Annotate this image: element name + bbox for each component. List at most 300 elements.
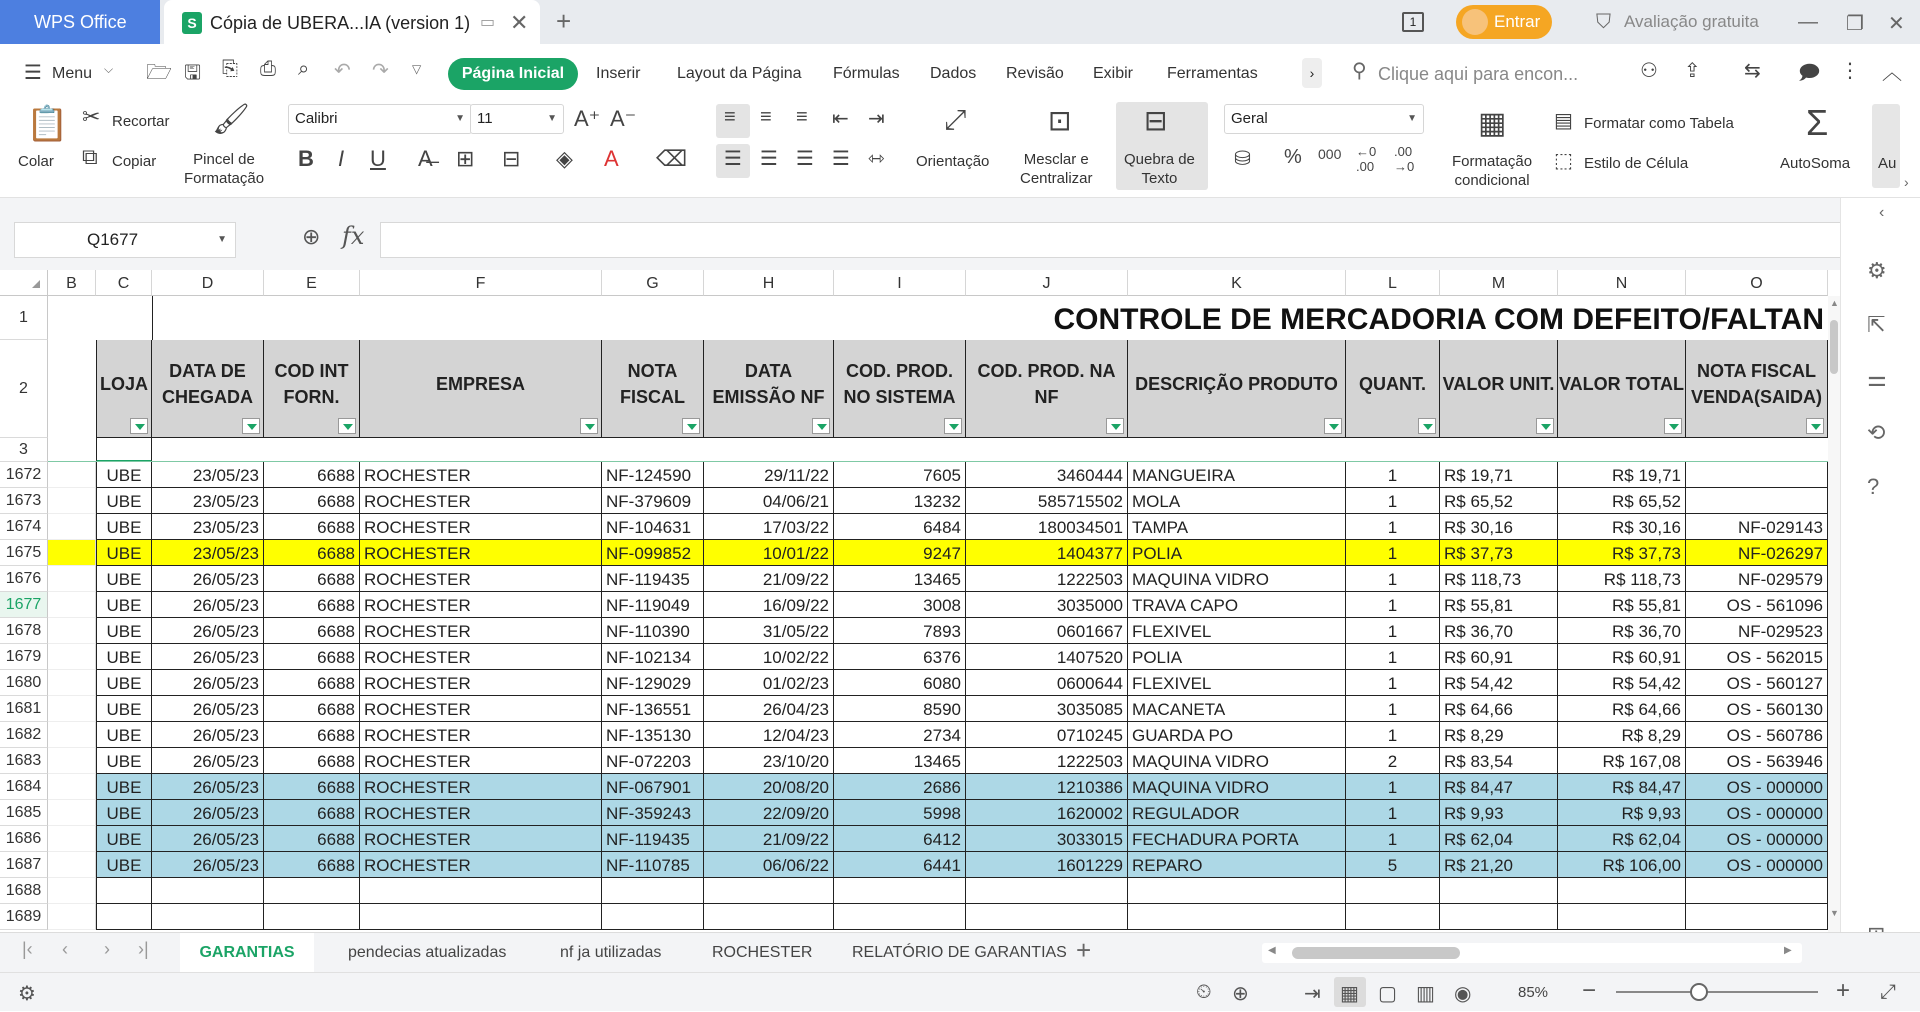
- zoom-slider[interactable]: [1616, 991, 1818, 993]
- row-header[interactable]: 1686: [0, 826, 48, 852]
- table-cell[interactable]: 6688: [264, 852, 360, 878]
- table-cell[interactable]: ROCHESTER: [360, 800, 602, 826]
- history-icon[interactable]: ⟲: [1867, 420, 1886, 445]
- align-middle-icon[interactable]: ≡: [760, 106, 772, 128]
- formula-input[interactable]: [380, 222, 1852, 258]
- row-header[interactable]: 3: [0, 438, 48, 462]
- search-input[interactable]: Clique aqui para encon...: [1378, 64, 1579, 84]
- table-cell[interactable]: [48, 540, 96, 566]
- table-cell[interactable]: 0710245: [966, 722, 1128, 748]
- table-cell[interactable]: 23/10/20: [704, 748, 834, 774]
- row-header[interactable]: 1687: [0, 852, 48, 878]
- help-icon[interactable]: ?: [1867, 474, 1880, 499]
- autosum-icon[interactable]: Σ: [1806, 102, 1829, 143]
- table-cell[interactable]: 6441: [834, 852, 966, 878]
- table-cell[interactable]: ROCHESTER: [360, 644, 602, 670]
- table-cell[interactable]: MOLA: [1128, 488, 1346, 514]
- table-cell[interactable]: 6376: [834, 644, 966, 670]
- table-cell[interactable]: 26/05/23: [152, 774, 264, 800]
- table-cell[interactable]: MANGUEIRA: [1128, 462, 1346, 488]
- horizontal-scrollbar[interactable]: [1262, 943, 1802, 963]
- table-cell[interactable]: NF-072203: [602, 748, 704, 774]
- table-cell[interactable]: 1: [1346, 644, 1440, 670]
- table-cell[interactable]: NF-136551: [602, 696, 704, 722]
- table-cell[interactable]: UBE: [96, 800, 152, 826]
- first-sheet-icon[interactable]: |‹: [22, 939, 33, 959]
- table-cell[interactable]: 6688: [264, 826, 360, 852]
- tab-inserir[interactable]: Inserir: [596, 65, 641, 82]
- table-cell[interactable]: MAQUINA VIDRO: [1128, 566, 1346, 592]
- table-cell[interactable]: POLIA: [1128, 540, 1346, 566]
- table-cell[interactable]: 3033015: [966, 826, 1128, 852]
- table-cell[interactable]: R$ 118,73: [1440, 566, 1558, 592]
- table-cell[interactable]: 1222503: [966, 566, 1128, 592]
- table-cell[interactable]: 1: [1346, 488, 1440, 514]
- table-cell[interactable]: [48, 618, 96, 644]
- table-cell[interactable]: [48, 722, 96, 748]
- tab-ferramentas[interactable]: Ferramentas: [1167, 65, 1258, 82]
- table-cell[interactable]: [1558, 878, 1686, 904]
- table-cell[interactable]: R$ 37,73: [1440, 540, 1558, 566]
- table-cell[interactable]: [1686, 462, 1828, 488]
- filter-dropdown-icon[interactable]: [1536, 418, 1554, 434]
- table-cell[interactable]: ROCHESTER: [360, 696, 602, 722]
- table-cell[interactable]: 1: [1346, 566, 1440, 592]
- table-cell[interactable]: NF-119435: [602, 826, 704, 852]
- table-cell[interactable]: 6688: [264, 800, 360, 826]
- zoom-slider-handle[interactable]: [1690, 983, 1708, 1001]
- table-cell[interactable]: OS - 000000: [1686, 852, 1828, 878]
- sync-icon[interactable]: ⇆: [1744, 60, 1761, 82]
- close-tab-icon[interactable]: ✕: [510, 10, 529, 35]
- table-cell[interactable]: 0600644: [966, 670, 1128, 696]
- table-cell[interactable]: R$ 55,81: [1440, 592, 1558, 618]
- table-cell[interactable]: FLEXIVEL: [1128, 670, 1346, 696]
- decrease-font-icon[interactable]: A⁻: [610, 106, 637, 131]
- filter-dropdown-icon[interactable]: [1418, 418, 1436, 434]
- table-cell[interactable]: 1: [1346, 592, 1440, 618]
- table-cell[interactable]: R$ 30,16: [1440, 514, 1558, 540]
- table-cell[interactable]: NF-029143: [1686, 514, 1828, 540]
- table-cell[interactable]: NF-110390: [602, 618, 704, 644]
- table-cell[interactable]: [48, 826, 96, 852]
- table-cell[interactable]: 6484: [834, 514, 966, 540]
- table-cell[interactable]: ROCHESTER: [360, 852, 602, 878]
- next-sheet-icon[interactable]: ›: [104, 939, 110, 959]
- table-cell[interactable]: ROCHESTER: [360, 566, 602, 592]
- cell-style-button[interactable]: Estilo de Célula: [1584, 155, 1689, 172]
- conditional-format-icon[interactable]: ▦: [1478, 107, 1507, 140]
- restore-icon[interactable]: ❐: [1846, 13, 1864, 35]
- copy-icon[interactable]: ⧉: [82, 144, 98, 169]
- table-cell[interactable]: 6412: [834, 826, 966, 852]
- table-cell[interactable]: POLIA: [1128, 644, 1346, 670]
- table-cell[interactable]: FECHADURA PORTA: [1128, 826, 1346, 852]
- column-header[interactable]: O: [1686, 270, 1828, 296]
- table-cell[interactable]: 01/02/23: [704, 670, 834, 696]
- table-cell[interactable]: OS - 560786: [1686, 722, 1828, 748]
- sheet-tab-relatorio[interactable]: RELATÓRIO DE GARANTIAS: [852, 944, 1067, 961]
- table-cell[interactable]: 26/05/23: [152, 696, 264, 722]
- table-cell[interactable]: ROCHESTER: [360, 774, 602, 800]
- table-cell[interactable]: UBE: [96, 566, 152, 592]
- table-cell[interactable]: 26/05/23: [152, 800, 264, 826]
- table-cell[interactable]: 6688: [264, 696, 360, 722]
- table-cell[interactable]: OS - 563946: [1686, 748, 1828, 774]
- table-cell[interactable]: 1620002: [966, 800, 1128, 826]
- merge-button[interactable]: Mesclar e Centralizar: [1020, 151, 1093, 187]
- table-cell[interactable]: UBE: [96, 852, 152, 878]
- table-cell[interactable]: [602, 878, 704, 904]
- table-cell[interactable]: 1: [1346, 696, 1440, 722]
- cut-button[interactable]: Recortar: [112, 113, 170, 130]
- table-cell[interactable]: 5998: [834, 800, 966, 826]
- name-box[interactable]: [14, 222, 236, 258]
- row-header[interactable]: 1674: [0, 514, 48, 540]
- table-cell[interactable]: [48, 566, 96, 592]
- table-cell[interactable]: 23/05/23: [152, 514, 264, 540]
- print-icon[interactable]: ⎙: [260, 58, 276, 80]
- table-cell[interactable]: 6688: [264, 462, 360, 488]
- scroll-right-icon[interactable]: ▶: [1784, 945, 1792, 956]
- page-break-icon[interactable]: ▥: [1416, 983, 1435, 1005]
- table-cell[interactable]: 21/09/22: [704, 566, 834, 592]
- table-cell[interactable]: 6688: [264, 774, 360, 800]
- table-cell[interactable]: 13465: [834, 566, 966, 592]
- table-cell[interactable]: 6688: [264, 514, 360, 540]
- table-cell[interactable]: 5: [1346, 852, 1440, 878]
- table-cell[interactable]: ROCHESTER: [360, 488, 602, 514]
- open-folder-icon[interactable]: 🗁: [146, 61, 173, 84]
- table-cell[interactable]: NF-119435: [602, 566, 704, 592]
- filter-dropdown-icon[interactable]: [1664, 418, 1682, 434]
- zoom-formula-icon[interactable]: ⊕: [302, 224, 321, 249]
- align-right-icon[interactable]: ☰: [796, 148, 814, 170]
- table-cell[interactable]: 6688: [264, 540, 360, 566]
- table-cell[interactable]: MAQUINA VIDRO: [1128, 748, 1346, 774]
- currency-icon[interactable]: ⛁: [1234, 148, 1251, 170]
- table-cell[interactable]: NF-099852: [602, 540, 704, 566]
- table-cell[interactable]: 1: [1346, 618, 1440, 644]
- table-cell[interactable]: [1440, 904, 1558, 930]
- table-cell[interactable]: R$ 64,66: [1440, 696, 1558, 722]
- font-size-select[interactable]: [470, 104, 564, 134]
- table-cell[interactable]: OS - 000000: [1686, 774, 1828, 800]
- column-header[interactable]: B: [48, 270, 96, 296]
- column-header[interactable]: J: [966, 270, 1128, 296]
- table-cell[interactable]: [1686, 878, 1828, 904]
- table-cell[interactable]: R$ 36,70: [1558, 618, 1686, 644]
- quick-access-dropdown-icon[interactable]: ▽: [412, 62, 422, 76]
- scissors-icon[interactable]: ✂: [82, 104, 101, 129]
- table-cell[interactable]: 22/09/20: [704, 800, 834, 826]
- table-cell[interactable]: NF-119049: [602, 592, 704, 618]
- table-cell[interactable]: R$ 60,91: [1440, 644, 1558, 670]
- borders-icon[interactable]: ⊞: [456, 146, 475, 171]
- filter-dropdown-icon[interactable]: [130, 418, 148, 434]
- eye-protection-icon[interactable]: ◉: [1454, 983, 1472, 1005]
- table-cell[interactable]: [834, 878, 966, 904]
- scroll-up-icon[interactable]: ▲: [1830, 298, 1839, 308]
- column-header[interactable]: C: [96, 270, 152, 296]
- table-cell[interactable]: 26/05/23: [152, 826, 264, 852]
- increase-indent-icon[interactable]: ⇥: [868, 108, 885, 130]
- table-cell[interactable]: NF-102134: [602, 644, 704, 670]
- close-window-icon[interactable]: ✕: [1888, 13, 1905, 35]
- row-header[interactable]: 2: [0, 340, 48, 438]
- table-cell[interactable]: 6688: [264, 488, 360, 514]
- tab-pagina-inicial[interactable]: Página Inicial: [448, 58, 578, 90]
- table-cell[interactable]: 1404377: [966, 540, 1128, 566]
- filter-dropdown-icon[interactable]: [338, 418, 356, 434]
- scroll-ribbon-right-icon[interactable]: ›: [1904, 174, 1909, 190]
- filter-dropdown-icon[interactable]: [682, 418, 700, 434]
- border-style-icon[interactable]: ⊟: [502, 146, 521, 171]
- properties-icon[interactable]: ⚙: [1867, 258, 1887, 283]
- table-cell[interactable]: R$ 9,93: [1440, 800, 1558, 826]
- table-cell[interactable]: 26/05/23: [152, 670, 264, 696]
- table-cell[interactable]: 8590: [834, 696, 966, 722]
- table-cell[interactable]: R$ 62,04: [1440, 826, 1558, 852]
- font-color-icon[interactable]: A: [604, 146, 619, 171]
- table-cell[interactable]: R$ 65,52: [1558, 488, 1686, 514]
- decrease-indent-icon[interactable]: ⇤: [832, 108, 849, 130]
- conditional-format-button[interactable]: Formatação condicional: [1452, 153, 1533, 189]
- distributed-icon[interactable]: ⇿: [868, 148, 885, 170]
- table-cell[interactable]: 12/04/23: [704, 722, 834, 748]
- table-cell[interactable]: [1346, 904, 1440, 930]
- table-cell[interactable]: [1128, 904, 1346, 930]
- row-header[interactable]: 1679: [0, 644, 48, 670]
- table-cell[interactable]: ROCHESTER: [360, 722, 602, 748]
- table-cell[interactable]: [966, 904, 1128, 930]
- row-header[interactable]: 1689: [0, 904, 48, 930]
- row-header[interactable]: 1685: [0, 800, 48, 826]
- row-header[interactable]: 1676: [0, 566, 48, 592]
- column-header[interactable]: K: [1128, 270, 1346, 296]
- filter-dropdown-icon[interactable]: [580, 418, 598, 434]
- row-header[interactable]: 1682: [0, 722, 48, 748]
- tab-dados[interactable]: Dados: [930, 65, 977, 82]
- table-cell[interactable]: 26/05/23: [152, 618, 264, 644]
- row-header[interactable]: 1684: [0, 774, 48, 800]
- table-cell[interactable]: OS - 562015: [1686, 644, 1828, 670]
- table-cell[interactable]: UBE: [96, 592, 152, 618]
- copy-button[interactable]: Copiar: [112, 153, 157, 170]
- horizontal-scroll-thumb[interactable]: [1292, 947, 1460, 959]
- column-header[interactable]: I: [834, 270, 966, 296]
- table-cell[interactable]: R$ 19,71: [1440, 462, 1558, 488]
- filter-dropdown-icon[interactable]: [242, 418, 260, 434]
- table-cell[interactable]: R$ 54,42: [1440, 670, 1558, 696]
- table-cell[interactable]: UBE: [96, 748, 152, 774]
- bold-icon[interactable]: B: [298, 146, 314, 171]
- table-cell[interactable]: TAMPA: [1128, 514, 1346, 540]
- table-cell[interactable]: [1686, 488, 1828, 514]
- format-painter-button[interactable]: Pincel de Formatação: [184, 151, 265, 187]
- table-cell[interactable]: 1: [1346, 722, 1440, 748]
- row-header[interactable]: 1673: [0, 488, 48, 514]
- table-cell[interactable]: REPARO: [1128, 852, 1346, 878]
- ribbon-overflow[interactable]: [1872, 104, 1900, 188]
- table-cell[interactable]: UBE: [96, 696, 152, 722]
- page-layout-icon[interactable]: ▢: [1378, 983, 1397, 1005]
- sheet-tab-rochester[interactable]: ROCHESTER: [712, 944, 813, 961]
- table-cell[interactable]: OS - 561096: [1686, 592, 1828, 618]
- justify-icon[interactable]: ☰: [832, 148, 850, 170]
- table-cell[interactable]: [48, 670, 96, 696]
- zoom-in-icon[interactable]: +: [1836, 977, 1851, 1004]
- table-cell[interactable]: ROCHESTER: [360, 618, 602, 644]
- table-cell[interactable]: [834, 904, 966, 930]
- align-top-icon[interactable]: ≡: [724, 106, 736, 128]
- table-cell[interactable]: OS - 560127: [1686, 670, 1828, 696]
- table-cell[interactable]: [48, 852, 96, 878]
- table-cell[interactable]: R$ 36,70: [1440, 618, 1558, 644]
- fill-color-icon[interactable]: ◈: [556, 146, 573, 171]
- table-cell[interactable]: [96, 878, 152, 904]
- macro-icon[interactable]: ⚙: [18, 983, 36, 1005]
- table-cell[interactable]: 26/05/23: [152, 566, 264, 592]
- table-cell[interactable]: UBE: [96, 618, 152, 644]
- more-icon[interactable]: ⋮: [1840, 60, 1860, 82]
- table-cell[interactable]: UBE: [96, 644, 152, 670]
- format-painter-icon[interactable]: 🖌: [212, 103, 251, 136]
- font-family-select[interactable]: [288, 104, 472, 134]
- table-cell[interactable]: 6688: [264, 670, 360, 696]
- column-header[interactable]: M: [1440, 270, 1558, 296]
- collapse-ribbon-icon[interactable]: ︿: [1882, 62, 1902, 84]
- table-cell[interactable]: 26/05/23: [152, 748, 264, 774]
- table-cell[interactable]: [360, 904, 602, 930]
- table-cell[interactable]: 10/01/22: [704, 540, 834, 566]
- wps-office-tab[interactable]: WPS Office: [0, 0, 160, 44]
- table-cell[interactable]: R$ 37,73: [1558, 540, 1686, 566]
- tab-layout[interactable]: Layout da Página: [677, 65, 802, 82]
- fullscreen-icon[interactable]: ⤢: [1880, 981, 1896, 1003]
- menu-button[interactable]: Menu: [52, 65, 93, 82]
- last-sheet-icon[interactable]: ›|: [138, 939, 149, 959]
- table-cell[interactable]: [360, 878, 602, 904]
- table-cell[interactable]: NF-067901: [602, 774, 704, 800]
- align-left-icon[interactable]: ☰: [724, 148, 742, 170]
- table-cell[interactable]: 2: [1346, 748, 1440, 774]
- table-cell[interactable]: UBE: [96, 488, 152, 514]
- table-cell[interactable]: 1: [1346, 826, 1440, 852]
- table-cell[interactable]: TRAVA CAPO: [1128, 592, 1346, 618]
- cell-style-icon[interactable]: ⬚: [1554, 150, 1573, 172]
- zoom-level[interactable]: 85%: [1518, 984, 1549, 1001]
- table-cell[interactable]: R$ 106,00: [1558, 852, 1686, 878]
- table-cell[interactable]: [704, 904, 834, 930]
- table-cell[interactable]: [264, 878, 360, 904]
- orientation-icon[interactable]: ⤢: [944, 104, 967, 135]
- table-cell[interactable]: 1: [1346, 514, 1440, 540]
- function-icon[interactable]: fx: [342, 222, 365, 250]
- row-header[interactable]: 1675: [0, 540, 48, 566]
- table-cell[interactable]: NF-359243: [602, 800, 704, 826]
- table-cell[interactable]: [48, 696, 96, 722]
- filter-dropdown-icon[interactable]: [1806, 418, 1824, 434]
- select-pointer-icon[interactable]: ⇱: [1867, 312, 1886, 337]
- table-cell[interactable]: NF-029579: [1686, 566, 1828, 592]
- table-cell[interactable]: 26/04/23: [704, 696, 834, 722]
- trial-label[interactable]: Avaliação gratuita: [1624, 12, 1759, 31]
- sheet-tab-garantias[interactable]: GARANTIAS: [180, 933, 314, 973]
- chevron-down-icon[interactable]: ⌵: [104, 62, 114, 76]
- add-user-icon[interactable]: ⚇: [1640, 60, 1658, 82]
- table-cell[interactable]: OS - 000000: [1686, 826, 1828, 852]
- reading-mode-icon[interactable]: ⇥: [1304, 983, 1321, 1005]
- table-cell[interactable]: 6688: [264, 566, 360, 592]
- table-cell[interactable]: 1601229: [966, 852, 1128, 878]
- table-cell[interactable]: R$ 9,93: [1558, 800, 1686, 826]
- table-cell[interactable]: NF-104631: [602, 514, 704, 540]
- filter-dropdown-icon[interactable]: [944, 418, 962, 434]
- table-cell[interactable]: [48, 748, 96, 774]
- table-cell[interactable]: 3035000: [966, 592, 1128, 618]
- sheet-tab-nf-utilizadas[interactable]: nf ja utilizadas: [560, 944, 662, 961]
- table-cell[interactable]: 2734: [834, 722, 966, 748]
- table-cell[interactable]: MACANETA: [1128, 696, 1346, 722]
- select-all-corner[interactable]: [0, 270, 48, 296]
- redo-icon[interactable]: ↷: [372, 60, 389, 82]
- orientation-button[interactable]: Orientação: [916, 153, 990, 170]
- table-cell[interactable]: NF-135130: [602, 722, 704, 748]
- table-cell[interactable]: 13232: [834, 488, 966, 514]
- format-as-table-button[interactable]: Formatar como Tabela: [1584, 115, 1734, 132]
- table-cell[interactable]: R$ 84,47: [1440, 774, 1558, 800]
- percent-icon[interactable]: %: [1284, 146, 1302, 168]
- table-cell[interactable]: R$ 30,16: [1558, 514, 1686, 540]
- undo-icon[interactable]: ↶: [334, 60, 351, 82]
- table-cell[interactable]: [602, 904, 704, 930]
- table-cell[interactable]: 2686: [834, 774, 966, 800]
- table-cell[interactable]: 1407520: [966, 644, 1128, 670]
- table-cell[interactable]: 9247: [834, 540, 966, 566]
- table-cell[interactable]: [152, 904, 264, 930]
- table-cell[interactable]: 21/09/22: [704, 826, 834, 852]
- decrease-decimal-icon[interactable]: .00 →0: [1394, 144, 1415, 174]
- table-cell[interactable]: ROCHESTER: [360, 592, 602, 618]
- underline-icon[interactable]: U: [370, 146, 386, 171]
- table-cell[interactable]: UBE: [96, 514, 152, 540]
- table-cell[interactable]: R$ 65,52: [1440, 488, 1558, 514]
- table-cell[interactable]: [1440, 878, 1558, 904]
- normal-view-icon[interactable]: ▦: [1340, 983, 1359, 1005]
- table-cell[interactable]: [1346, 878, 1440, 904]
- row-header[interactable]: 1683: [0, 748, 48, 774]
- prev-sheet-icon[interactable]: ‹: [62, 939, 68, 959]
- expand-panel-icon[interactable]: ‹: [1879, 204, 1885, 221]
- table-cell[interactable]: 26/05/23: [152, 852, 264, 878]
- autosum-button[interactable]: AutoSoma: [1780, 155, 1851, 172]
- comment-icon[interactable]: 🗩: [1798, 62, 1821, 84]
- table-cell[interactable]: 6688: [264, 618, 360, 644]
- row-header[interactable]: 1681: [0, 696, 48, 722]
- protect-icon[interactable]: ⏲: [1196, 981, 1212, 1003]
- table-cell[interactable]: [48, 904, 96, 930]
- column-header[interactable]: E: [264, 270, 360, 296]
- table-cell[interactable]: 3460444: [966, 462, 1128, 488]
- tab-formulas[interactable]: Fórmulas: [833, 65, 900, 82]
- table-cell[interactable]: GUARDA PO: [1128, 722, 1346, 748]
- table-cell[interactable]: 16/09/22: [704, 592, 834, 618]
- print-preview-icon[interactable]: ⌕: [298, 58, 310, 80]
- new-tab-icon[interactable]: +: [556, 6, 572, 36]
- table-cell[interactable]: 10/02/22: [704, 644, 834, 670]
- table-cell[interactable]: [48, 488, 96, 514]
